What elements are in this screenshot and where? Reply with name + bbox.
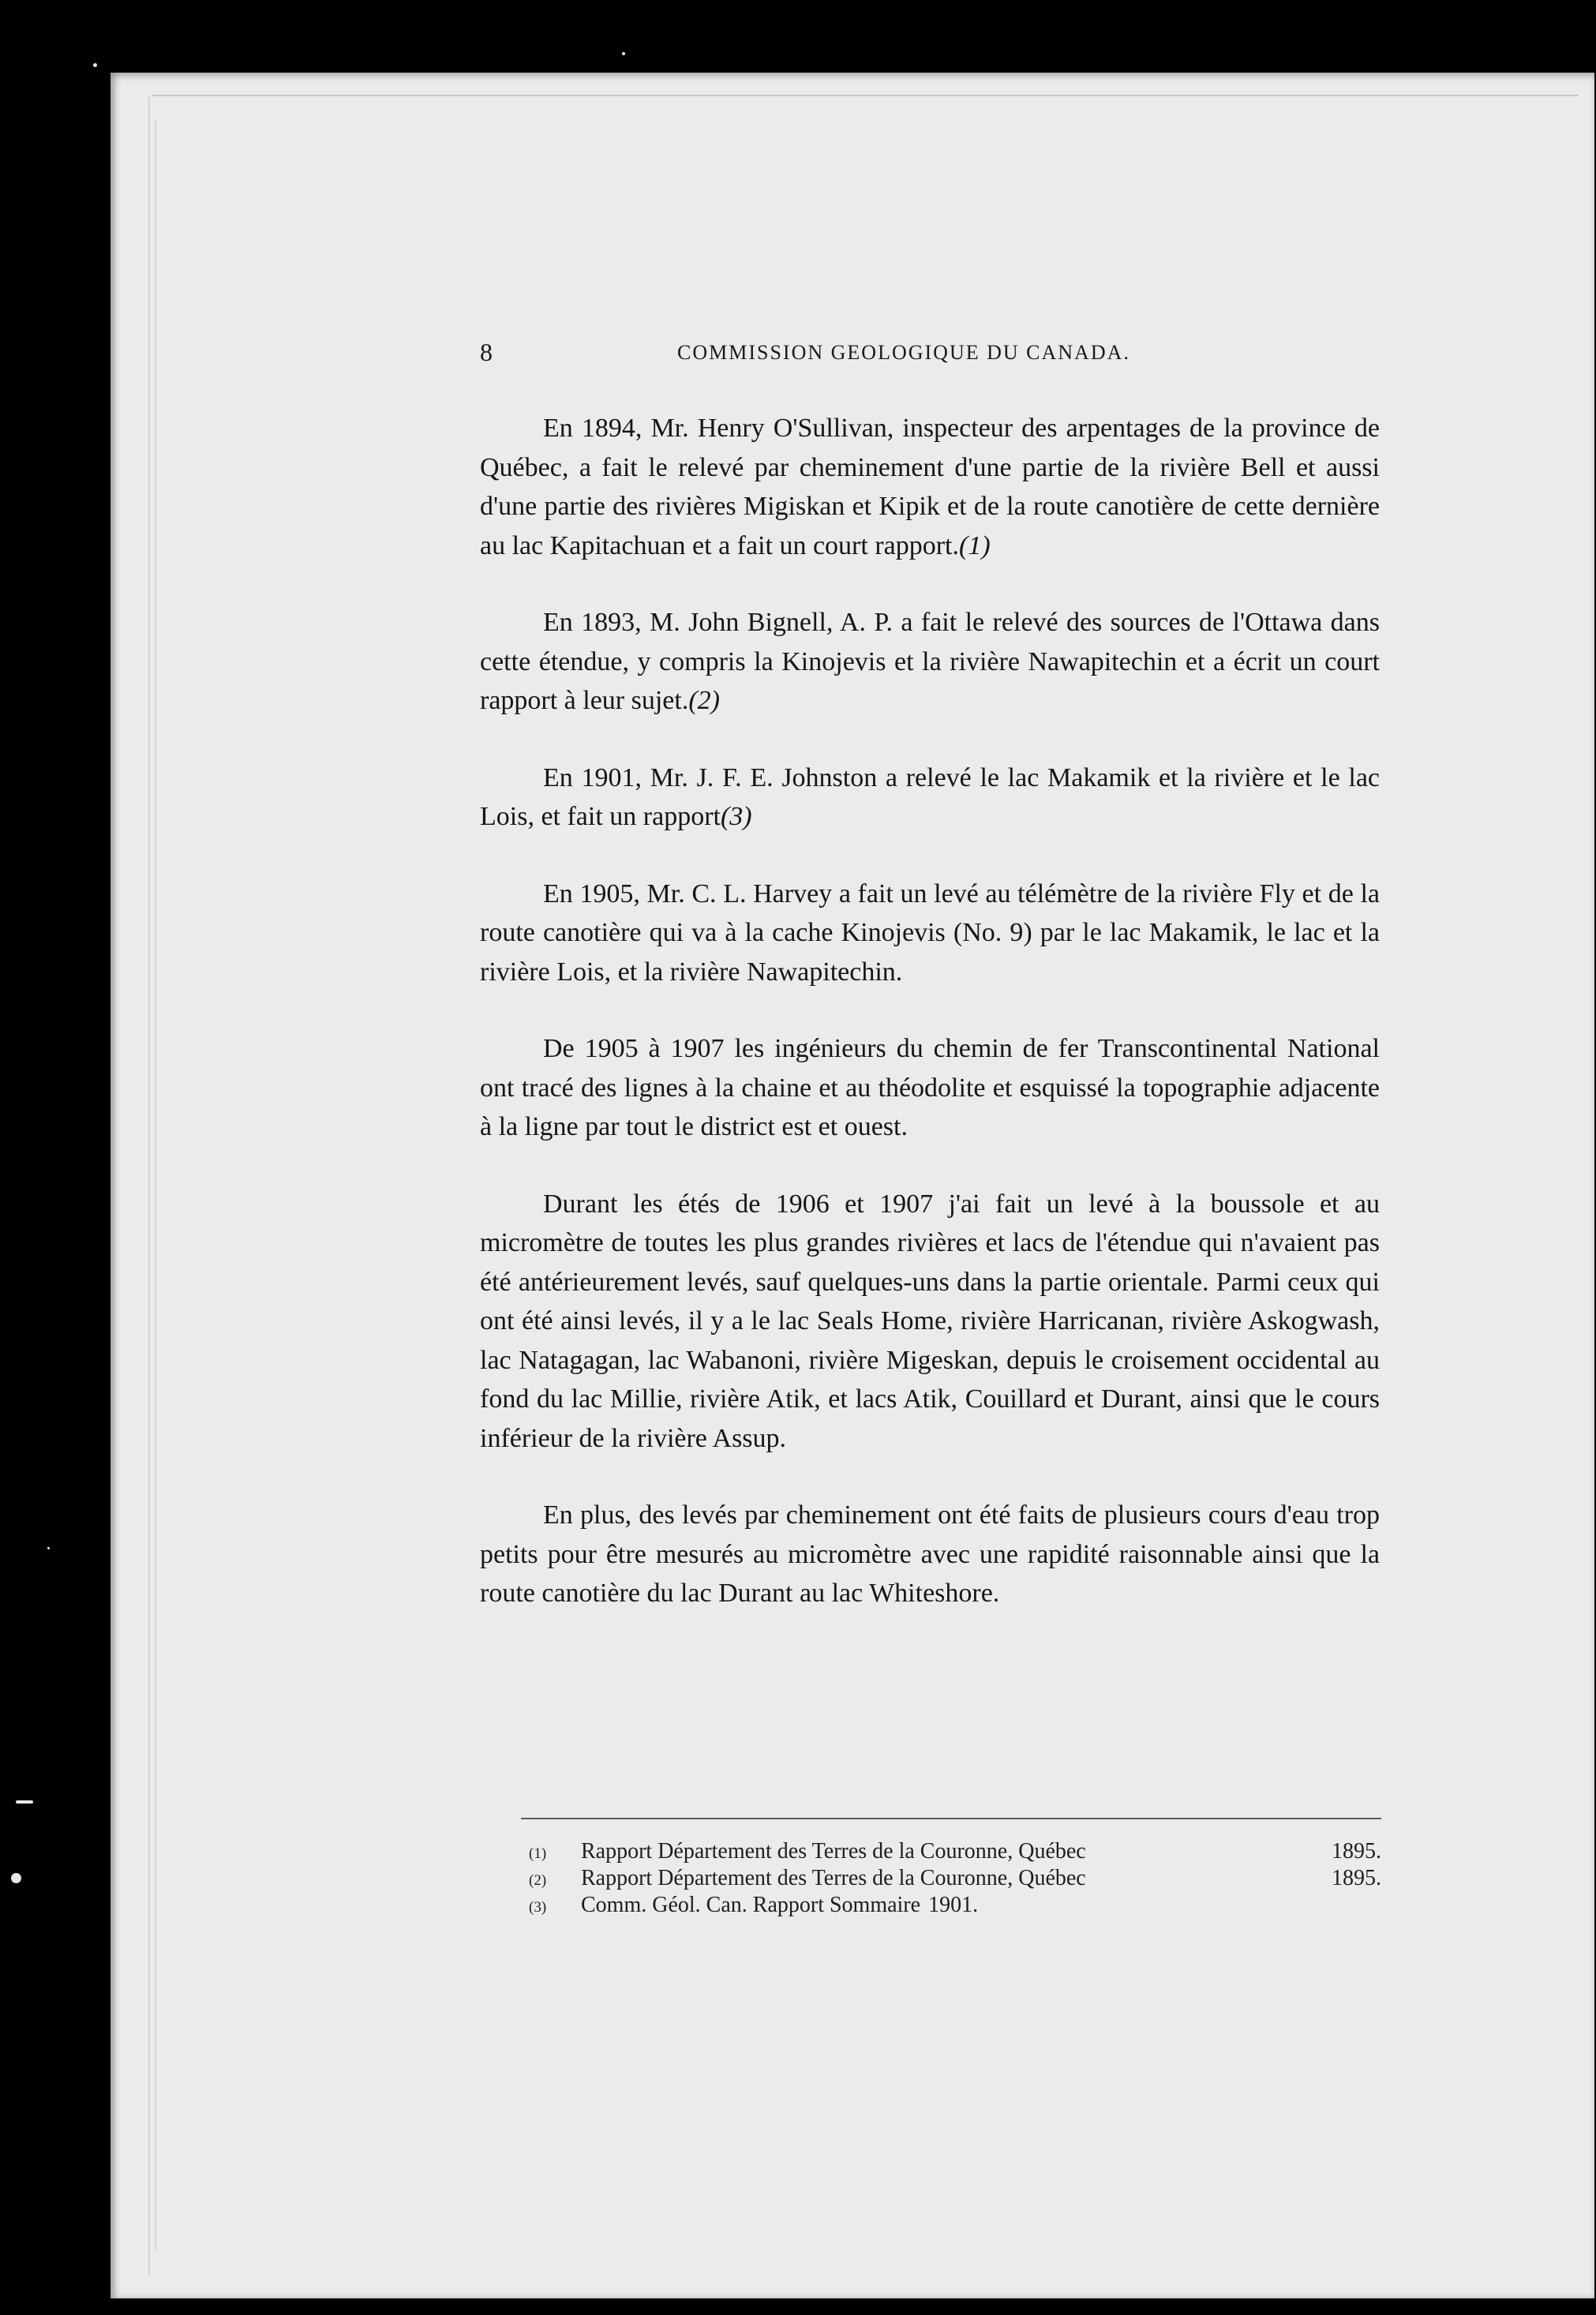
footnote-year: 1895.	[1332, 1839, 1381, 1864]
film-speck	[47, 1547, 50, 1549]
footnote-source: Comm. Géol. Can. Rapport Sommaire	[581, 1893, 921, 1917]
paragraph-text: En 1893, M. John Bignell, A. P. a fait le relevé des sources de l'Ottawa dans cette étendue, y compris la Kinojevis et la rivière Nawapitechin et a écrit un court rapport à leur sujet.	[480, 608, 1380, 715]
running-head: COMMISSION GEOLOGIQUE DU CANADA.	[677, 341, 1130, 364]
footnote-reference: (1)	[959, 530, 991, 560]
paragraph	[480, 1496, 1380, 1613]
paragraph	[480, 1185, 1380, 1459]
paragraph-text: En 1894, Mr. Henry O'Sullivan, inspecteur des arpentages de la province de Québec, a fait le relevé par cheminement d'une partie de la rivière Bell et aussi d'une partie des rivières Migiskan et Kipik et de la route canotière de cette dernière au lac Kapitachuan et a fait un court rapport.	[480, 414, 1380, 560]
paragraph	[480, 409, 1380, 565]
binding-edge	[155, 120, 156, 2251]
body-text	[480, 409, 1380, 1613]
paragraph-text: En plus, des levés par cheminement ont été faits de plusieurs cours d'eau trop petits pour être mesurés au micromètre avec une rapidité raisonnable ainsi que la route canotière du lac Durant au lac Whiteshore.	[480, 1500, 1380, 1608]
footnote-source: Rapport Département des Terres de la Couronne, Québec	[581, 1866, 1086, 1890]
paragraph	[480, 759, 1380, 837]
page-number: 8	[480, 338, 493, 366]
film-speck	[622, 52, 625, 55]
footnotes	[529, 1839, 1381, 1920]
paragraph-text: En 1901, Mr. J. F. E. Johnston a relevé le lac Makamik et la rivière et le lac Lois, et fait un rapport	[480, 762, 1380, 831]
footnote-mark: (2)	[529, 1872, 547, 1889]
footnote	[529, 1893, 1381, 1920]
film-speck	[11, 1873, 21, 1883]
footnote-divider	[521, 1818, 1381, 1819]
paragraph-text: Durant les étés de 1906 et 1907 j'ai fait un levé à la boussole et au micromètre de toutes les plus grandes rivières et lacs de l'étendue qui n'avaient pas été antérieurement levés, sauf quelques-uns dans la partie orientale. Parmi ceux qui ont été ainsi levés, il y a le lac Seals Home, rivière Harricanan, rivière Askogwash, lac Natagagan, lac Wabanoni, rivière Migeskan, depuis le croisement occidental au fond du lac Millie, rivière Atik, et lacs Atik, Couillard et Durant, ainsi que le cours inférieur de la rivière Assup.	[480, 1189, 1380, 1453]
page-header	[480, 338, 1380, 373]
footnote	[529, 1839, 1381, 1866]
footnote-mark: (3)	[529, 1899, 547, 1916]
footnote-mark: (1)	[529, 1845, 547, 1862]
paragraph	[480, 603, 1380, 721]
film-speck	[16, 1800, 33, 1804]
footnote-year: 1901.	[928, 1893, 979, 1917]
paragraph	[480, 1029, 1380, 1147]
paragraph-text: En 1905, Mr. C. L. Harvey a fait un levé au télémètre de la rivière Fly et de la route canotière qui va à la cache Kinojevis (No. 9) par le lac Makamik, le lac et la rivière Lois, et la rivière Nawapitechin.	[480, 878, 1380, 987]
film-speck	[93, 63, 97, 67]
paragraph	[480, 875, 1380, 992]
paragraph-text: De 1905 à 1907 les ingénieurs du chemin de fer Transcontinental National ont tracé des lignes à la chaine et au théodolite et esquissé la topographie adjacente à la ligne par tout le district est et ouest.	[480, 1034, 1380, 1141]
footnote-reference: (2)	[688, 686, 721, 715]
footnote-reference: (3)	[720, 802, 752, 831]
footnote	[529, 1866, 1381, 1893]
footnote-source: Rapport Département des Terres de la Couronne, Québec	[581, 1839, 1086, 1864]
footnote-year: 1895.	[1332, 1866, 1381, 1890]
